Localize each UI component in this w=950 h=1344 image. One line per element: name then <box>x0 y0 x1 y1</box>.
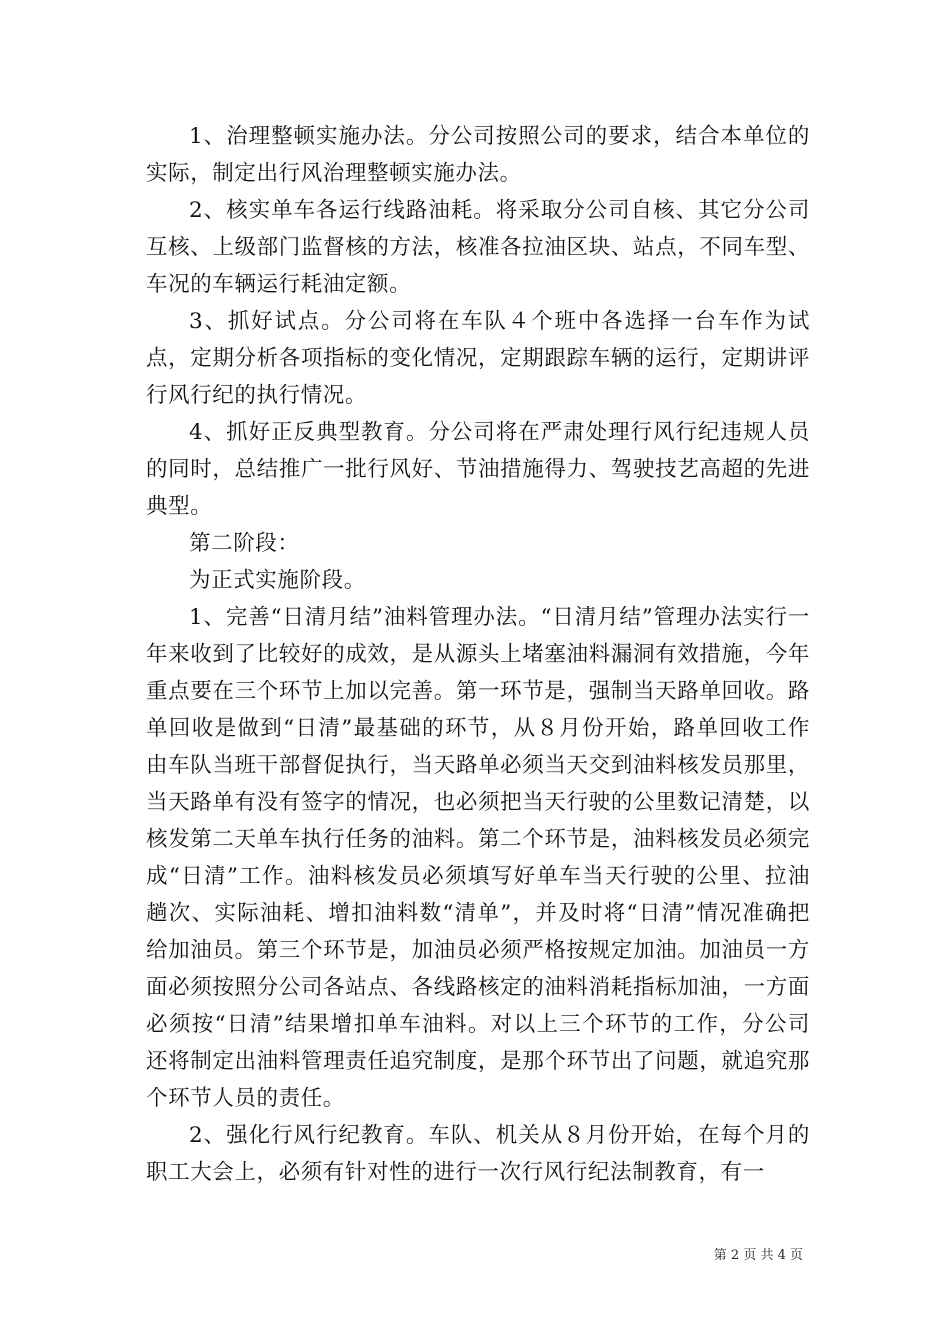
page-number-footer: 第 2 页 共 4 页 <box>713 1248 803 1263</box>
section-heading-stage-two: 第二阶段： <box>189 531 300 556</box>
paragraph-item-3: 3、抓好试点。分公司将在车队４个班中各选择一台车作为试点，定期分析各项指标的变化情况，定期跟踪车辆的运行，定期讲评行风行纪的执行情况。 <box>146 309 810 408</box>
paragraph-conduct-education: 2、强化行风行纪教育。车队、机关从８月份开始，在每个月的职工大会上，必须有针对性的进行一次行风行纪法制教育，有一 <box>146 1123 810 1185</box>
paragraph-item-1: 1、治理整顿实施办法。分公司按照公司的要求，结合本单位的实际，制定出行风治理整顿实施办法。 <box>146 124 810 186</box>
paragraph-stage-intro: 为正式实施阶段。 <box>189 568 366 593</box>
document-body <box>146 118 810 1191</box>
paragraph-oil-management: 1、完善“日清月结”油料管理办法。“日清月结”管理办法实行一年来收到了比较好的成效，是从源头上堵塞油料漏洞有效措施，今年重点要在三个环节上加以完善。第一环节是，强制当天路单回收。路单回收是做到“日清”最基础的环节，从８月份开始，路单回收工作由车队当班干部督促执行，当天路单必须当天交到油料核发员那里，当天路单有没有签字的情况，也必须把当天行驶的公里数记清楚，以核发第二天单车执行任务的油料。第二个环节是，油料核发员必须完成“日清”工作。油料核发员必须填写好单车当天行驶的公里、拉油趟次、实际油耗、增扣油料数“清单”，并及时将“日清”情况准确把给加油员。第三个环节是，加油员必须严格按规定加油。加油员一方面必须按照分公司各站点、各线路核定的油料消耗指标加油，一方面必须按“日清”结果增扣单车油料。对以上三个环节的工作，分公司还将制定出油料管理责任追究制度，是那个环节出了问题，就追究那个环节人员的责任。 <box>146 605 810 1111</box>
paragraph-item-4: 4、抓好正反典型教育。分公司将在严肃处理行风行纪违规人员的同时，总结推广一批行风好、节油措施得力、驾驶技艺高超的先进典型。 <box>146 420 810 519</box>
paragraph-item-2: 2、核实单车各运行线路油耗。将采取分公司自核、其它分公司互核、上级部门监督核的方法，核准各拉油区块、站点，不同车型、车况的车辆运行耗油定额。 <box>146 198 810 297</box>
